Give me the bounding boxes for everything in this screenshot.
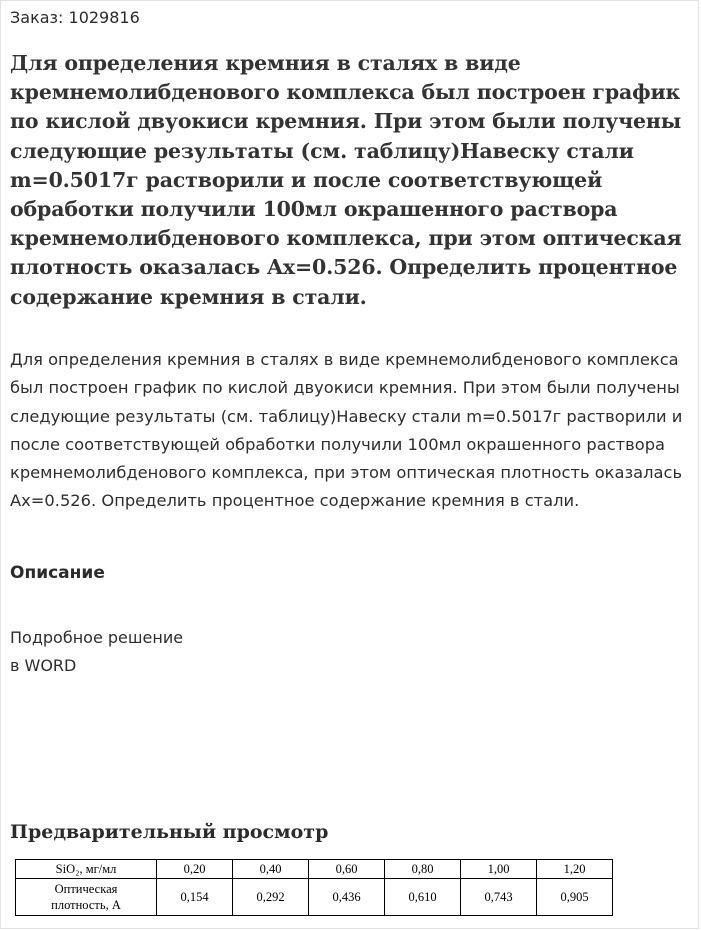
table-cell: 0,436 bbox=[309, 879, 385, 916]
table-cell: 0,40 bbox=[233, 860, 309, 879]
table-cell: 1,00 bbox=[461, 860, 537, 879]
table-row-header-line: плотность, A bbox=[51, 898, 121, 912]
description-heading: Описание bbox=[10, 563, 105, 583]
table-cell: 0,60 bbox=[309, 860, 385, 879]
table-row bbox=[16, 860, 613, 879]
preview-heading: Предварительный просмотр bbox=[10, 821, 329, 843]
table-cell: 0,292 bbox=[233, 879, 309, 916]
task-text: Для определения кремния в сталях в виде кремнемолибденового комплекса был построен график по кислой двуокиси кремния. При этом были получены следующие результаты (см. таблицу)Навеску стали m=0.5017г растворили и после соответствующей обработки получили 100мл окрашенного раствора кремнемолибденового комплекса, при этом оптическая плотность оказалась Ax=0.526. Определить процентное содержание кремния в стали. bbox=[10, 350, 683, 511]
description-text bbox=[10, 624, 183, 680]
table-cell: 0,80 bbox=[385, 860, 461, 879]
table-row-header: SiO₂, мг/мл bbox=[16, 860, 157, 879]
table-row-header bbox=[16, 879, 157, 916]
table-cell: 0,20 bbox=[157, 860, 233, 879]
description-line: Подробное решение bbox=[10, 628, 184, 647]
table-cell: 0,743 bbox=[461, 879, 537, 916]
table-cell: 0,905 bbox=[537, 879, 613, 916]
table-cell: 0,154 bbox=[157, 879, 233, 916]
order-number: Заказ: 1029816 bbox=[10, 8, 140, 27]
results-table bbox=[15, 859, 613, 916]
table-cell: 1,20 bbox=[537, 860, 613, 879]
table-row-header-line: Оптическая bbox=[54, 882, 118, 896]
description-line: в WORD bbox=[10, 656, 77, 675]
page-title: Для определения кремния в сталях в виде кремнемолибденового комплекса был построен график по кислой двуокиси кремния. При этом были получены следующие результаты (см. таблицу)Навеску стали m=0.5017г растворили и после соответствующей обработки получили 100мл окрашенного раствора кремнемолибденового комплекса, при этом оптическая плотность оказалась Ax=0.526. Определить процентное содержание кремния в стали. bbox=[10, 51, 682, 309]
table-cell: 0,610 bbox=[385, 879, 461, 916]
table-row bbox=[16, 879, 613, 916]
